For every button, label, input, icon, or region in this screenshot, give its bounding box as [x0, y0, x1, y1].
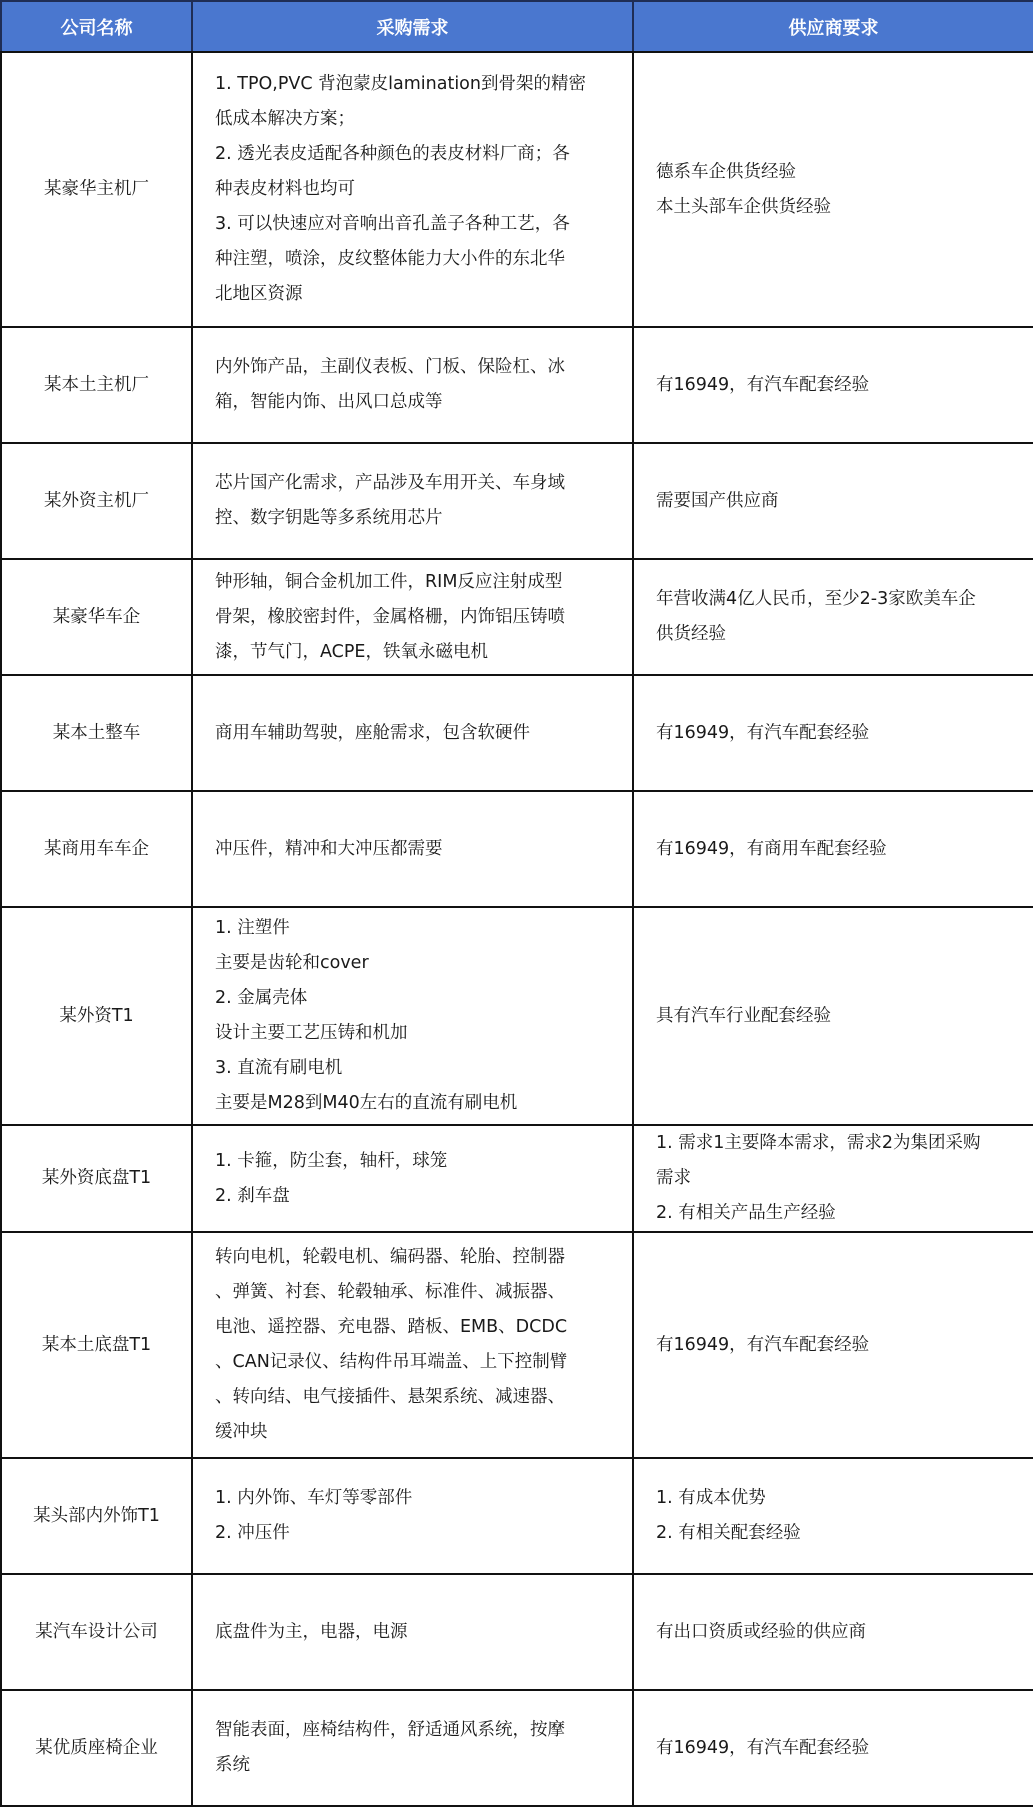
supplier-requirement-cell	[633, 907, 1033, 1125]
demand-line: 商用车辅助驾驶，座舱需求，包含软硬件	[215, 722, 530, 743]
demand-line: 2. 冲压件	[215, 1523, 290, 1543]
supplier-requirement-cell	[633, 791, 1033, 907]
demand-line: 底盘件为主，电器，电源	[215, 1621, 408, 1642]
demand-line: 低成本解决方案；	[215, 109, 355, 129]
table-row	[1, 1574, 1033, 1690]
supplier-line: 需求	[656, 1168, 691, 1188]
procurement-demand-cell	[192, 907, 633, 1125]
procurement-demand-cell	[192, 1125, 633, 1232]
company-name-cell: 某本土底盘T1	[1, 1232, 192, 1458]
demand-line: 智能表面，座椅结构件，舒适通风系统，按摩	[215, 1720, 565, 1740]
supplier-line: 本土头部车企供货经验	[656, 196, 831, 217]
table-row	[1, 1125, 1033, 1232]
procurement-demand-cell	[192, 1690, 633, 1806]
supplier-requirement-cell	[633, 1574, 1033, 1690]
table-row	[1, 1232, 1033, 1458]
procurement-demand-cell	[192, 1232, 633, 1458]
demand-line: 3. 直流有刷电机	[215, 1058, 343, 1078]
supplier-requirement-cell	[633, 559, 1033, 675]
supplier-line: 供货经验	[656, 624, 726, 644]
company-name-cell: 某豪华主机厂	[1, 52, 192, 327]
table-row	[1, 907, 1033, 1125]
demand-line: 电池、遥控器、充电器、踏板、EMB、DCDC	[215, 1317, 568, 1337]
demand-line: 控、数字钥匙等多系统用芯片	[215, 508, 443, 528]
procurement-demand-cell	[192, 559, 633, 675]
procurement-demand-cell	[192, 675, 633, 791]
table-row	[1, 675, 1033, 791]
company-name-cell: 某汽车设计公司	[1, 1574, 192, 1690]
table-row	[1, 327, 1033, 443]
supplier-line: 有出口资质或经验的供应商	[656, 1621, 866, 1642]
company-name-cell: 某本土整车	[1, 675, 192, 791]
supplier-line: 年营收满4亿人民币，至少2-3家欧美车企	[656, 589, 976, 609]
demand-line: 1. TPO,PVC 背泡蒙皮lamination到骨架的精密	[215, 74, 586, 94]
procurement-demand-cell	[192, 327, 633, 443]
supplier-line: 具有汽车行业配套经验	[656, 1005, 831, 1026]
procurement-demand-cell	[192, 1574, 633, 1690]
supplier-line: 有16949，有汽车配套经验	[656, 1737, 870, 1758]
supplier-line: 2. 有相关产品生产经验	[656, 1203, 836, 1223]
demand-line: 钟形轴，铜合金机加工件，RIM反应注射成型	[215, 571, 563, 592]
supplier-line: 2. 有相关配套经验	[656, 1523, 801, 1543]
demand-line: 、转向结、电气接插件、悬架系统、减速器、	[215, 1387, 565, 1407]
company-name-cell: 某本土主机厂	[1, 327, 192, 443]
header-row	[1, 1, 1033, 52]
header-supplier-requirements: 供应商要求	[633, 1, 1033, 52]
demand-line: 主要是齿轮和cover	[215, 953, 369, 973]
company-name-cell: 某外资主机厂	[1, 443, 192, 559]
demand-line: 缓冲块	[215, 1422, 268, 1442]
demand-line: 3. 可以快速应对音响出音孔盖子各种工艺，各	[215, 214, 570, 234]
demand-line: 北地区资源	[215, 284, 303, 304]
demand-line: 主要是M28到M40左右的直流有刷电机	[215, 1093, 518, 1113]
demand-line: 系统	[215, 1755, 250, 1775]
demand-line: 2. 透光表皮适配各种颜色的表皮材料厂商；各	[215, 144, 570, 164]
table-row	[1, 52, 1033, 327]
demand-line: 漆，节气门，ACPE，铁氧永磁电机	[215, 641, 488, 662]
demand-line: 种注塑，喷涂，皮纹整体能力大小件的东北华	[215, 249, 565, 269]
demand-line: 芯片国产化需求，产品涉及车用开关、车身域	[215, 473, 565, 493]
supplier-requirement-cell	[633, 1125, 1033, 1232]
supplier-requirement-cell	[633, 52, 1033, 327]
company-name-cell: 某外资T1	[1, 907, 192, 1125]
header-company-name: 公司名称	[1, 1, 192, 52]
demand-line: 转向电机，轮毂电机、编码器、轮胎、控制器	[215, 1247, 565, 1267]
demand-line: 设计主要工艺压铸和机加	[215, 1023, 408, 1043]
supplier-line: 有16949，有商用车配套经验	[656, 838, 887, 859]
company-name-cell: 某外资底盘T1	[1, 1125, 192, 1232]
demand-line: 、弹簧、衬套、轮毂轴承、标准件、减振器、	[215, 1282, 565, 1302]
table-row	[1, 443, 1033, 559]
procurement-demand-cell	[192, 52, 633, 327]
table-row	[1, 791, 1033, 907]
company-name-cell: 某豪华车企	[1, 559, 192, 675]
company-name-cell: 某商用车车企	[1, 791, 192, 907]
demand-line: 、CAN记录仪、结构件吊耳端盖、上下控制臂	[215, 1352, 568, 1372]
procurement-demand-cell	[192, 791, 633, 907]
procurement-demand-cell	[192, 443, 633, 559]
supplier-line: 有16949，有汽车配套经验	[656, 722, 870, 743]
demand-line: 1. 内外饰、车灯等零部件	[215, 1488, 413, 1508]
supplier-requirement-cell	[633, 443, 1033, 559]
supplier-requirement-cell	[633, 675, 1033, 791]
demand-line: 种表皮材料也均可	[215, 179, 355, 199]
supplier-line: 有16949，有汽车配套经验	[656, 374, 870, 395]
demand-line: 冲压件，精冲和大冲压都需要	[215, 838, 443, 859]
supplier-line: 1. 需求1主要降本需求，需求2为集团采购	[656, 1133, 981, 1153]
supplier-requirement-cell	[633, 327, 1033, 443]
supplier-line: 1. 有成本优势	[656, 1488, 766, 1508]
demand-line: 2. 刹车盘	[215, 1185, 290, 1206]
demand-line: 骨架，橡胶密封件，金属格栅，内饰铝压铸喷	[215, 606, 565, 627]
supplier-requirement-cell	[633, 1458, 1033, 1574]
supplier-line: 有16949，有汽车配套经验	[656, 1334, 870, 1355]
supplier-line: 需要国产供应商	[656, 490, 779, 511]
supplier-requirement-cell	[633, 1690, 1033, 1806]
supplier-line: 德系车企供货经验	[656, 161, 796, 182]
demand-line: 2. 金属壳体	[215, 988, 308, 1008]
demand-line: 箱，智能内饰、出风口总成等	[215, 392, 443, 412]
table-body	[1, 52, 1033, 1806]
table-row	[1, 1690, 1033, 1806]
procurement-demand-cell	[192, 1458, 633, 1574]
demand-line: 1. 注塑件	[215, 918, 290, 938]
table-row	[1, 1458, 1033, 1574]
header-procurement-demand: 采购需求	[192, 1, 633, 52]
company-name-cell: 某优质座椅企业	[1, 1690, 192, 1806]
supplier-requirement-cell	[633, 1232, 1033, 1458]
company-name-cell: 某头部内外饰T1	[1, 1458, 192, 1574]
demand-line: 内外饰产品，主副仪表板、门板、保险杠、冰	[215, 357, 565, 377]
demand-line: 1. 卡箍，防尘套，轴杆，球笼	[215, 1150, 448, 1171]
table-row	[1, 559, 1033, 675]
